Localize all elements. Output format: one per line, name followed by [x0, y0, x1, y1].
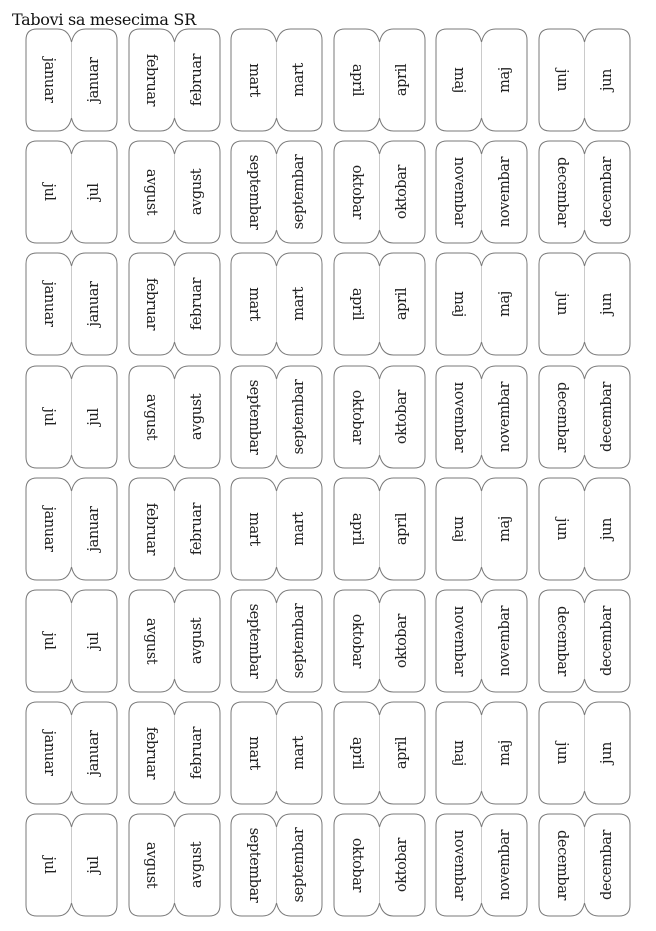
tab-half-right: [277, 141, 323, 243]
tab-half-right: [72, 29, 118, 131]
month-tab: [436, 590, 527, 692]
tab-half-right: [174, 478, 220, 580]
tab-label-right: novembar: [496, 830, 513, 901]
month-tab: [334, 141, 425, 243]
tab-label-left: novembar: [451, 605, 468, 677]
tab-label-right: maj: [496, 740, 513, 767]
tab-label-right: januar: [86, 281, 103, 327]
tab-label-right: februar: [188, 53, 205, 107]
tab-half-left: [334, 702, 380, 804]
month-tab: [334, 814, 425, 916]
tab-half-right: [482, 141, 528, 243]
tab-half-right: [379, 29, 425, 131]
month-tab: [231, 29, 322, 131]
tab-label-right: januar: [86, 730, 103, 776]
tab-label-left: avgust: [143, 842, 160, 889]
tab-half-left: [334, 253, 380, 355]
tab-half-right: [72, 478, 118, 580]
tab-label-right: jul: [86, 632, 103, 650]
tab-label-left: maj: [451, 515, 468, 542]
tab-label-left: mart: [245, 287, 262, 322]
tab-half-right: [379, 253, 425, 355]
month-tab: [436, 253, 527, 355]
tab-label-right: maj: [496, 515, 513, 542]
month-tab: [231, 590, 322, 692]
tab-half-left: [129, 141, 175, 243]
tab-label-right: oktobar: [394, 165, 411, 220]
tab-half-left: [334, 366, 380, 468]
tab-half-right: [174, 702, 220, 804]
tab-label-left: jun: [553, 517, 570, 540]
tab-label-left: april: [348, 288, 365, 321]
tab-half-right: [585, 814, 631, 916]
month-tab: [539, 702, 630, 804]
tab-label-right: jun: [599, 293, 616, 316]
tab-half-right: [174, 29, 220, 131]
tab-label-left: septembar: [245, 828, 262, 903]
tab-half-right: [585, 590, 631, 692]
tab-half-left: [129, 814, 175, 916]
month-tab: [539, 366, 630, 468]
tab-half-left: [539, 814, 585, 916]
tab-half-right: [379, 141, 425, 243]
month-tab: [231, 366, 322, 468]
tab-half-left: [231, 702, 277, 804]
tab-half-left: [436, 366, 482, 468]
tab-half-right: [585, 702, 631, 804]
month-tab: [129, 590, 220, 692]
month-tab: [539, 590, 630, 692]
tab-half-left: [231, 478, 277, 580]
tab-half-right: [72, 814, 118, 916]
month-tab: [436, 141, 527, 243]
month-tab: [334, 253, 425, 355]
tab-label-left: maj: [451, 67, 468, 93]
tab-half-left: [436, 590, 482, 692]
tab-label-left: jul: [40, 856, 57, 875]
tab-label-right: avgust: [188, 393, 205, 440]
tab-half-right: [482, 253, 528, 355]
tab-label-left: septembar: [245, 154, 262, 230]
tab-half-right: [72, 702, 118, 804]
tab-label-left: jul: [40, 407, 57, 426]
tab-label-left: maj: [451, 291, 468, 318]
month-tab: [436, 29, 527, 131]
tab-half-right: [72, 366, 118, 468]
tab-label-right: mart: [291, 512, 308, 546]
tab-half-left: [334, 814, 380, 916]
month-tab: [539, 814, 630, 916]
tab-label-right: oktobar: [394, 838, 411, 893]
tab-half-left: [436, 141, 482, 243]
tab-label-left: januar: [40, 281, 57, 327]
tab-label-left: avgust: [143, 169, 160, 216]
month-tab: [129, 702, 220, 804]
tab-label-left: jul: [40, 183, 57, 201]
tab-half-left: [231, 29, 277, 131]
month-tab: [26, 702, 117, 804]
tab-label-right: septembar: [291, 154, 308, 230]
tab-half-right: [277, 814, 323, 916]
tab-label-left: novembar: [451, 830, 468, 901]
tab-label-left: novembar: [451, 157, 468, 228]
month-tab: [436, 814, 527, 916]
month-tab: [129, 253, 220, 355]
tab-half-left: [129, 29, 175, 131]
tab-label-right: mart: [291, 736, 308, 770]
tab-label-left: septembar: [245, 379, 262, 454]
tab-label-right: decembar: [599, 381, 616, 452]
tab-label-left: oktobar: [348, 165, 365, 220]
tab-half-left: [26, 253, 72, 355]
tab-label-right: jun: [599, 517, 616, 540]
tab-label-right: april: [394, 737, 411, 770]
tab-label-left: april: [348, 512, 365, 545]
tab-label-left: februar: [143, 53, 160, 107]
tab-label-left: mart: [245, 736, 262, 770]
tab-label-left: jun: [553, 69, 570, 91]
tab-half-left: [231, 141, 277, 243]
tab-half-right: [174, 814, 220, 916]
tab-label-left: decembar: [553, 381, 570, 452]
tab-half-right: [277, 478, 323, 580]
tab-half-left: [539, 702, 585, 804]
tab-label-right: septembar: [291, 603, 308, 679]
month-tab: [334, 702, 425, 804]
tab-half-left: [26, 702, 72, 804]
tab-label-left: januar: [40, 730, 57, 776]
tab-half-left: [436, 253, 482, 355]
tab-label-left: decembar: [553, 606, 570, 676]
tab-label-left: oktobar: [348, 838, 365, 893]
tab-half-right: [277, 702, 323, 804]
tab-half-right: [585, 29, 631, 131]
tab-half-left: [334, 478, 380, 580]
tab-half-right: [585, 253, 631, 355]
month-tab: [334, 366, 425, 468]
tab-label-right: jul: [86, 183, 103, 201]
tab-label-right: jun: [599, 742, 616, 765]
tab-label-right: februar: [188, 502, 205, 555]
month-tab: [26, 29, 117, 131]
tab-label-right: novembar: [496, 381, 513, 452]
tab-label-left: novembar: [451, 381, 468, 452]
tab-half-right: [277, 590, 323, 692]
tab-label-right: oktobar: [394, 613, 411, 669]
tab-half-right: [277, 29, 323, 131]
month-tab: [539, 253, 630, 355]
tab-half-right: [72, 590, 118, 692]
tab-half-right: [585, 478, 631, 580]
tab-half-right: [72, 141, 118, 243]
tab-half-left: [129, 253, 175, 355]
month-tab: [129, 478, 220, 580]
tab-half-right: [72, 253, 118, 355]
tab-half-right: [379, 478, 425, 580]
tab-half-right: [174, 366, 220, 468]
tab-label-right: jul: [86, 407, 103, 426]
month-tab: [26, 253, 117, 355]
tab-half-right: [277, 366, 323, 468]
tab-label-right: novembar: [496, 605, 513, 677]
month-tab: [539, 141, 630, 243]
tab-half-left: [436, 702, 482, 804]
tab-half-left: [26, 478, 72, 580]
tab-label-left: februar: [143, 502, 160, 555]
month-tab: [436, 366, 527, 468]
tab-label-left: januar: [40, 506, 57, 552]
month-tab: [26, 366, 117, 468]
tab-label-right: april: [394, 512, 411, 545]
tab-label-right: avgust: [188, 617, 205, 665]
tab-label-left: mart: [245, 63, 262, 97]
month-tab: [334, 29, 425, 131]
tab-label-right: avgust: [188, 169, 205, 216]
tab-label-right: avgust: [188, 842, 205, 889]
tab-half-right: [174, 141, 220, 243]
tab-half-left: [436, 814, 482, 916]
month-tab: [129, 29, 220, 131]
tab-half-right: [277, 253, 323, 355]
month-tab: [129, 366, 220, 468]
tab-half-right: [379, 590, 425, 692]
tab-label-left: april: [348, 63, 365, 97]
tab-label-right: januar: [86, 57, 103, 103]
tab-half-left: [334, 29, 380, 131]
tab-label-left: februar: [143, 278, 160, 331]
tab-label-right: februar: [188, 278, 205, 331]
tab-half-right: [174, 590, 220, 692]
tab-half-left: [334, 141, 380, 243]
tab-label-left: oktobar: [348, 613, 365, 669]
tab-half-right: [585, 141, 631, 243]
tab-half-right: [482, 366, 528, 468]
tab-half-left: [539, 590, 585, 692]
tab-label-left: jun: [553, 742, 570, 765]
tab-label-left: jul: [40, 632, 57, 650]
tab-half-left: [539, 478, 585, 580]
month-tab: [334, 478, 425, 580]
tab-label-left: april: [348, 737, 365, 770]
month-tab: [26, 590, 117, 692]
month-tab: [129, 141, 220, 243]
tab-half-right: [379, 366, 425, 468]
tab-label-left: decembar: [553, 157, 570, 228]
tab-half-left: [129, 478, 175, 580]
tab-label-left: avgust: [143, 393, 160, 440]
month-tab: [436, 478, 527, 580]
month-tab: [539, 478, 630, 580]
tab-label-right: januar: [86, 506, 103, 552]
month-tab: [26, 814, 117, 916]
tab-half-right: [482, 814, 528, 916]
tab-half-right: [379, 702, 425, 804]
tab-label-right: novembar: [496, 157, 513, 228]
tab-half-right: [585, 366, 631, 468]
tab-label-right: oktobar: [394, 389, 411, 444]
tab-half-right: [482, 702, 528, 804]
tab-label-right: april: [394, 63, 411, 97]
month-tab: [231, 478, 322, 580]
tab-label-right: septembar: [291, 828, 308, 903]
tab-label-right: mart: [291, 287, 308, 322]
tab-label-left: mart: [245, 512, 262, 546]
tab-half-right: [174, 253, 220, 355]
month-tab: [231, 814, 322, 916]
tab-label-right: maj: [496, 67, 513, 93]
tab-label-left: maj: [451, 740, 468, 767]
tab-half-left: [436, 29, 482, 131]
tab-label-right: decembar: [599, 830, 616, 901]
tab-half-left: [26, 366, 72, 468]
month-tab: [231, 253, 322, 355]
page-title: Tabovi sa mesecima SR: [12, 10, 196, 29]
month-tab: [539, 29, 630, 131]
tab-half-left: [26, 590, 72, 692]
tab-half-right: [482, 478, 528, 580]
tab-half-left: [539, 141, 585, 243]
tab-half-left: [26, 29, 72, 131]
tab-half-left: [231, 366, 277, 468]
tab-label-right: jun: [599, 69, 616, 91]
tab-label-right: jul: [86, 856, 103, 875]
tab-half-right: [482, 590, 528, 692]
tab-label-left: januar: [40, 57, 57, 103]
tab-half-left: [26, 814, 72, 916]
tab-half-left: [539, 366, 585, 468]
tab-half-left: [129, 366, 175, 468]
tab-half-right: [379, 814, 425, 916]
tab-label-right: decembar: [599, 606, 616, 676]
month-tab: [26, 478, 117, 580]
tab-half-left: [26, 141, 72, 243]
tab-label-left: septembar: [245, 603, 262, 679]
month-tab: [334, 590, 425, 692]
tab-label-left: decembar: [553, 830, 570, 901]
tab-label-left: jun: [553, 293, 570, 316]
tab-half-right: [482, 29, 528, 131]
month-tab: [231, 141, 322, 243]
tab-label-right: septembar: [291, 379, 308, 454]
tab-label-left: oktobar: [348, 389, 365, 444]
tab-label-right: decembar: [599, 157, 616, 228]
tab-half-left: [129, 702, 175, 804]
month-tab: [129, 814, 220, 916]
month-tab: [436, 702, 527, 804]
tab-half-left: [539, 29, 585, 131]
tab-half-left: [231, 814, 277, 916]
tab-label-right: maj: [496, 291, 513, 318]
month-tab: [231, 702, 322, 804]
tab-half-left: [436, 478, 482, 580]
tab-label-left: avgust: [143, 617, 160, 665]
tab-half-left: [129, 590, 175, 692]
tab-label-left: februar: [143, 727, 160, 780]
tab-half-left: [539, 253, 585, 355]
tab-half-left: [231, 253, 277, 355]
tab-label-right: mart: [291, 63, 308, 97]
tab-label-right: februar: [188, 727, 205, 780]
tab-half-left: [231, 590, 277, 692]
month-tab: [26, 141, 117, 243]
tab-label-right: april: [394, 288, 411, 321]
tab-half-left: [334, 590, 380, 692]
